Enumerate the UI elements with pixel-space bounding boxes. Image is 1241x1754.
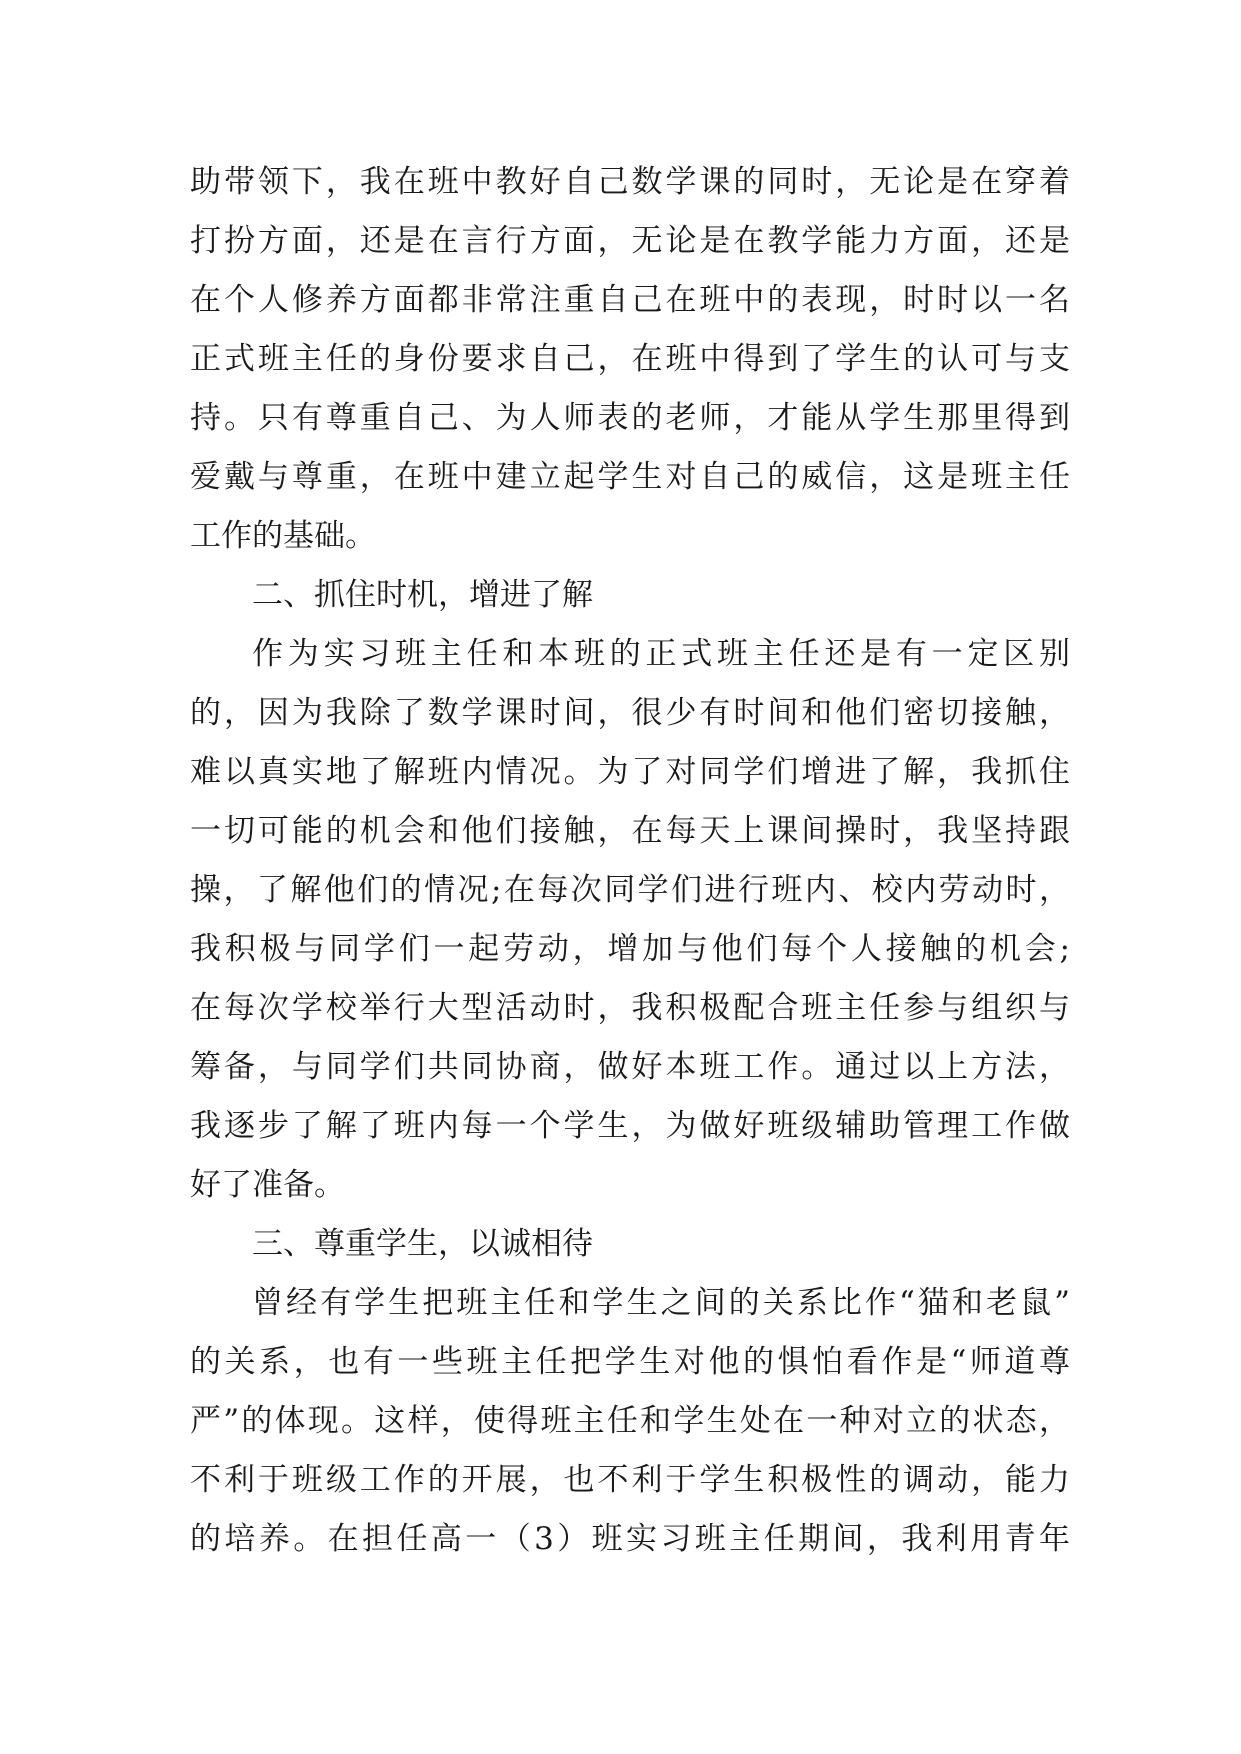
text-line: 的培养。在担任高一（3）班实习班主任期间，我利用青年: [190, 1521, 1070, 1557]
text-line: 难以真实地了解班内情况。为了对同学们增进了解，我抓住: [190, 754, 1070, 790]
text-line: 的关系，也有一些班主任把学生对他的惧怕看作是“师道尊: [190, 1344, 1070, 1380]
section-heading: 二、抓住时机，增进了解: [252, 577, 593, 613]
text-line: 不利于班级工作的开展，也不利于学生积极性的调动，能力: [190, 1462, 1070, 1498]
text-line: 打扮方面，还是在言行方面，无论是在教学能力方面，还是: [190, 223, 1070, 259]
text-line: 我逐步了解了班内每一个学生，为做好班级辅助管理工作做: [190, 1108, 1070, 1144]
text-line: 正式班主任的身份要求自己，在班中得到了学生的认可与支: [190, 341, 1070, 377]
text-line: 一切可能的机会和他们接触，在每天上课间操时，我坚持跟: [190, 813, 1070, 849]
text-line: 在每次学校举行大型活动时，我积极配合班主任参与组织与: [190, 990, 1070, 1026]
text-line: 我积极与同学们一起劳动，增加与他们每个人接触的机会;: [190, 931, 1070, 967]
text-line: 助带领下，我在班中教好自己数学课的同时，无论是在穿着: [190, 164, 1070, 200]
paragraph-first-line: 作为实习班主任和本班的正式班主任还是有一定区别: [252, 636, 1070, 672]
text-line: 爱戴与尊重，在班中建立起学生对自己的威信，这是班主任: [190, 459, 1070, 495]
text-line: 严”的体现。这样，使得班主任和学生处在一种对立的状态，: [190, 1403, 1070, 1439]
text-line: 的，因为我除了数学课时间，很少有时间和他们密切接触，: [190, 695, 1070, 731]
text-line: 在个人修养方面都非常注重自己在班中的表现，时时以一名: [190, 282, 1070, 318]
body-text: [190, 153, 1070, 1569]
section-heading: 三、尊重学生，以诚相待: [252, 1226, 593, 1262]
text-line: 筹备，与同学们共同协商，做好本班工作。通过以上方法，: [190, 1049, 1070, 1085]
text-line: 持。只有尊重自己、为人师表的老师，才能从学生那里得到: [190, 400, 1070, 436]
paragraph-first-line: 曾经有学生把班主任和学生之间的关系比作“猫和老鼠”: [252, 1285, 1070, 1321]
paragraph-last-line: 工作的基础。: [190, 518, 376, 554]
text-line: 操，了解他们的情况;在每次同学们进行班内、校内劳动时，: [190, 872, 1070, 908]
paragraph-last-line: 好了准备。: [190, 1167, 345, 1203]
